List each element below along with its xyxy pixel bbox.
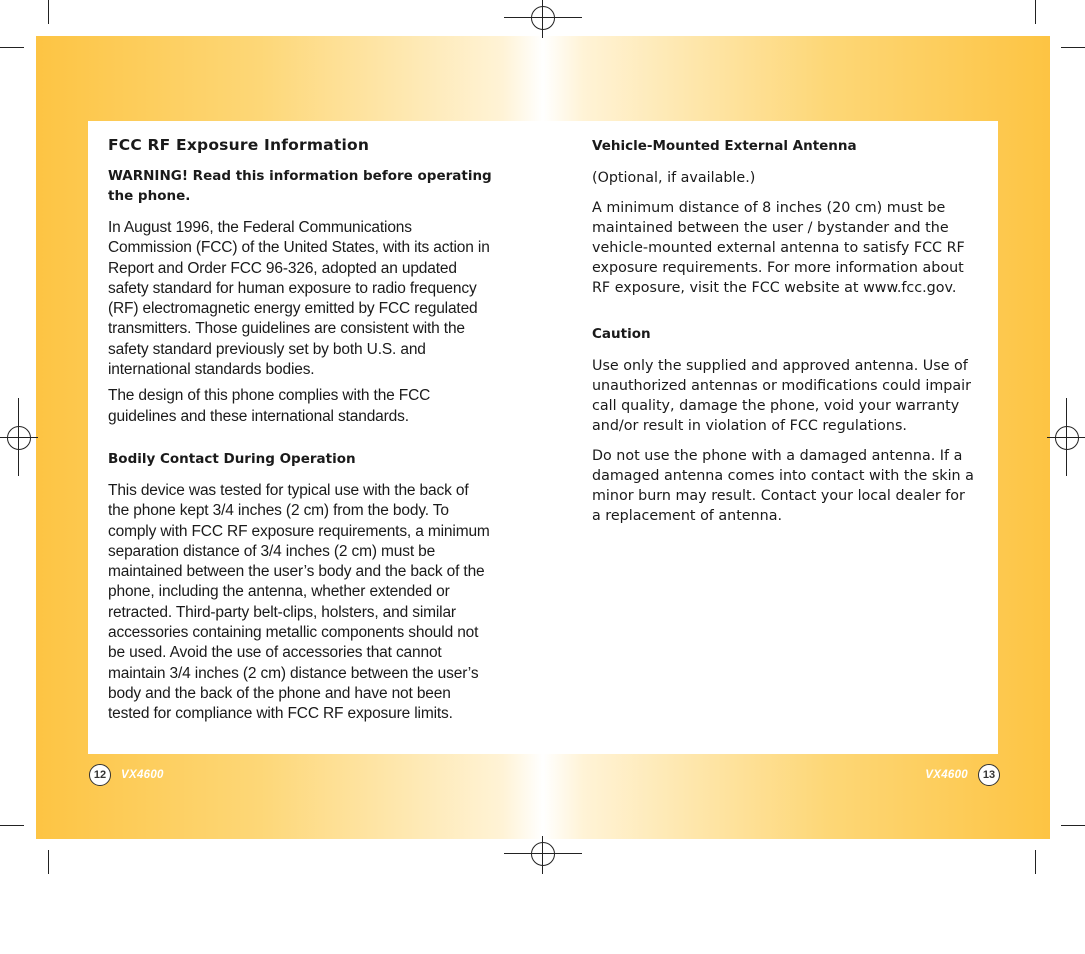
crop-mark bbox=[1035, 0, 1036, 24]
right-page-footer bbox=[915, 764, 1000, 786]
crop-mark bbox=[0, 825, 24, 826]
crop-mark bbox=[1061, 47, 1085, 48]
registration-mark-circle bbox=[531, 842, 555, 866]
section-heading: Bodily Contact During Operation bbox=[108, 450, 356, 467]
damaged-antenna-paragraph: Do not use the phone with a damaged antenna. If a damaged antenna comes into contact with the skin a minor burn may result. Contact your local dealer for a replacement of antenna. bbox=[592, 448, 974, 524]
antenna-heading: Vehicle-Mounted External Antenna bbox=[592, 138, 857, 154]
crop-mark bbox=[48, 0, 49, 24]
caution-heading: Caution bbox=[592, 326, 651, 342]
page-number-badge: 13 bbox=[978, 764, 1000, 786]
caution-paragraph: Use only the supplied and approved antenna. Use of unauthorized antennas or modifications could impair call quality, damage the phone, void your warranty and/or result in violation of FCC regulations. bbox=[592, 358, 971, 434]
crop-mark bbox=[0, 47, 24, 48]
left-page-column bbox=[108, 136, 493, 731]
model-name: VX4600 bbox=[121, 769, 164, 781]
registration-mark-circle bbox=[7, 426, 31, 450]
right-page-column bbox=[592, 136, 977, 536]
intro-paragraph: In August 1996, the Federal Communications Commission (FCC) of the United States, with its action in Report and Order FCC 96-326, adopted an updated safety standard for human exposure to radio frequency (RF) electromagnetic energy emitted by FCC regulated transmitters. Those guidelines are consistent with the safety standard previously set by both U.S. and international standards bodies. bbox=[108, 219, 490, 379]
left-page-footer bbox=[89, 764, 174, 786]
registration-mark-circle bbox=[531, 6, 555, 30]
page-number-badge: 12 bbox=[89, 764, 111, 786]
crop-mark bbox=[48, 850, 49, 874]
compliance-paragraph: The design of this phone complies with the FCC guidelines and these international standards. bbox=[108, 387, 431, 425]
model-name: VX4600 bbox=[925, 769, 968, 781]
optional-note: (Optional, if available.) bbox=[592, 170, 756, 186]
crop-mark bbox=[1035, 850, 1036, 874]
body-contact-paragraph: This device was tested for typical use with the back of the phone kept 3/4 inches (2 cm) from the body. To comply with FCC RF exposure requirements, a minimum separation distance of 3/4 inches (2 cm) must be maintained between the user’s body and the back of the phone, including the antenna, whether extended or retracted. Third-party belt-clips, holsters, and similar accessories containing metallic components should not be used. Avoid the use of accessories that cannot maintain 3/4 inches (2 cm) distance between the user’s body and the back of the phone and have not been tested for compliance with FCC RF exposure limits. bbox=[108, 481, 490, 723]
warning-heading: WARNING! Read this information before operating the phone. bbox=[108, 168, 492, 204]
antenna-paragraph: A minimum distance of 8 inches (20 cm) must be maintained between the user / bystander and the vehicle-mounted external antenna to satisfy FCC RF exposure requirements. For more information about RF exposure, visit the FCC website at www.fcc.gov. bbox=[592, 200, 965, 296]
registration-mark-circle bbox=[1055, 426, 1079, 450]
crop-mark bbox=[1061, 825, 1085, 826]
page-title: FCC RF Exposure Information bbox=[108, 136, 370, 154]
